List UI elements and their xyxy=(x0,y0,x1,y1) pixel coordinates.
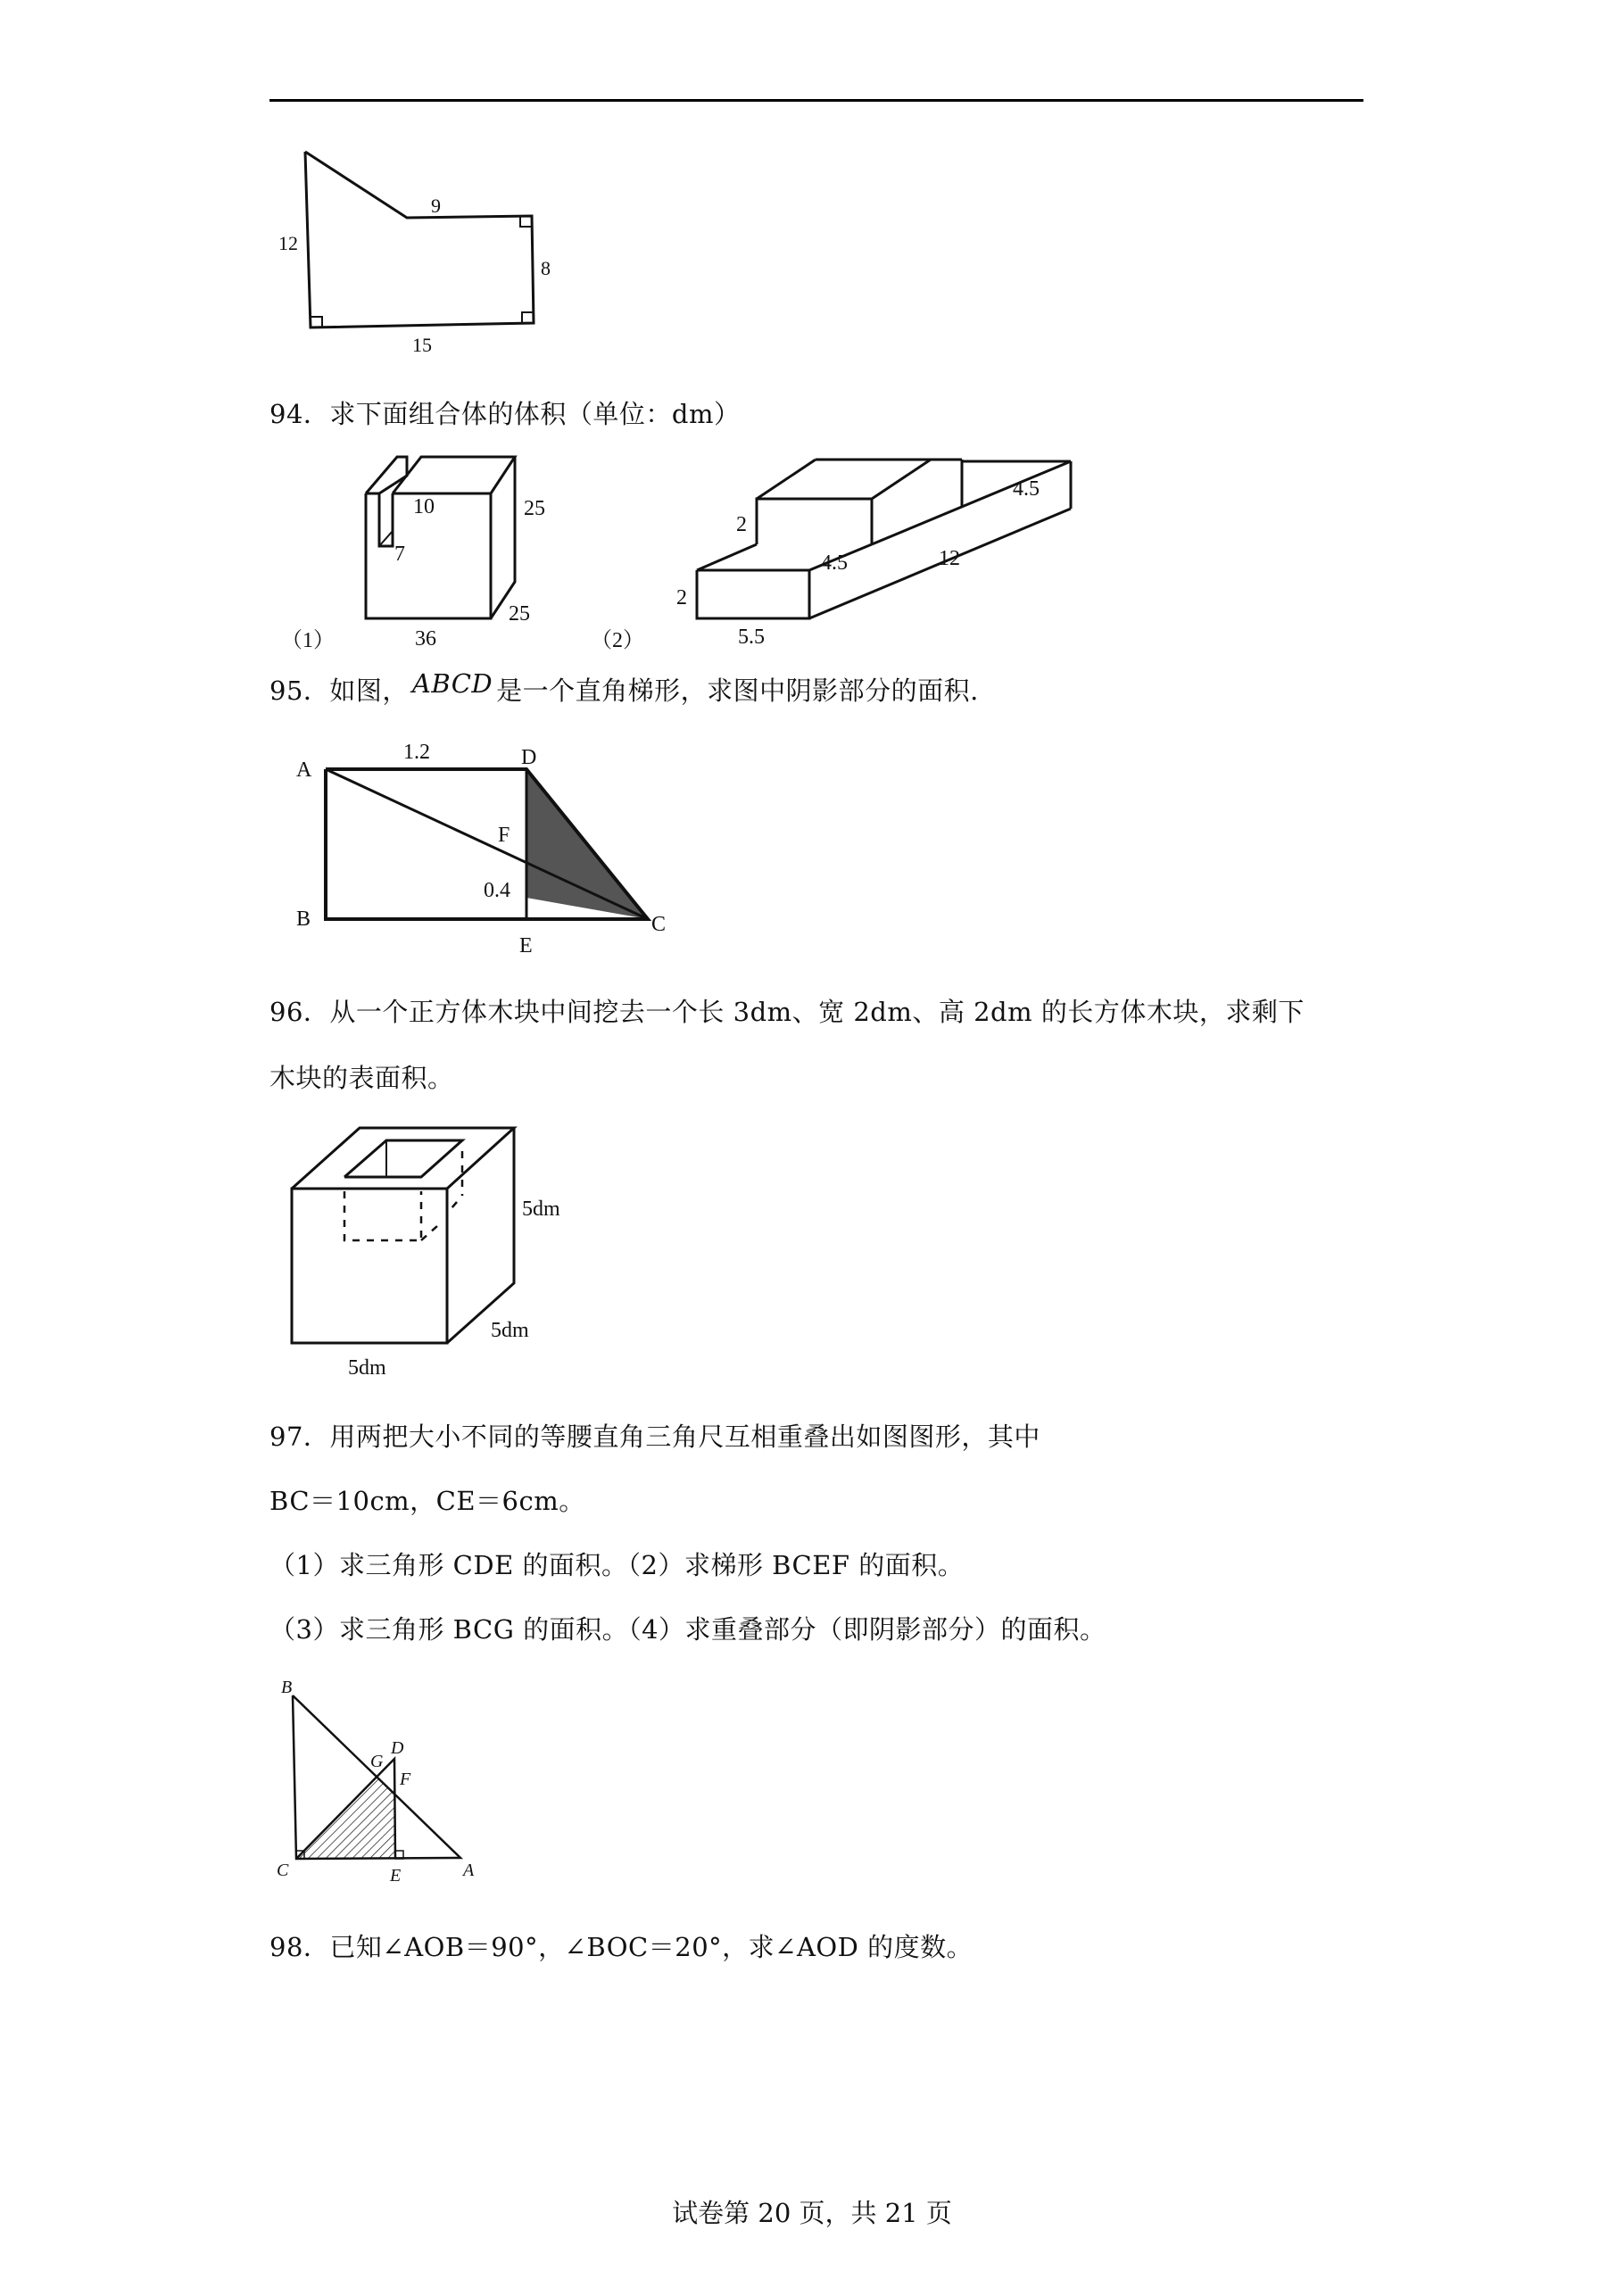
question-number: 94． xyxy=(269,399,330,429)
point-A: A xyxy=(463,1861,475,1880)
point-C: C xyxy=(651,913,667,936)
label-depth: 25 xyxy=(509,602,530,626)
question-text: 求下面组合体的体积（单位：dm） xyxy=(329,399,741,429)
math-abcd: ABCD xyxy=(411,668,493,699)
point-D: D xyxy=(521,746,537,769)
page-footer: 试卷第 20 页，共 21 页 xyxy=(672,2198,952,2228)
figure-94-1 xyxy=(268,442,607,656)
label-9: 9 xyxy=(431,195,441,217)
label-12: 12 xyxy=(278,232,298,254)
point-B: B xyxy=(296,908,311,931)
point-E: E xyxy=(390,1866,402,1886)
figure-94-2 xyxy=(591,442,1098,656)
label-length: 12 xyxy=(939,547,960,570)
label-15: 15 xyxy=(412,334,432,356)
question-96-line1 xyxy=(269,996,1305,1028)
question-97-line4: （3）求三角形 BCG 的面积。（4）求重叠部分（即阴影部分）的面积。 xyxy=(269,1614,1106,1645)
figure-caption-2: （2） xyxy=(591,629,644,652)
label-8: 8 xyxy=(541,257,551,279)
point-G: G xyxy=(370,1752,384,1771)
point-F: F xyxy=(400,1770,411,1789)
figure-polygon-93 xyxy=(259,134,580,366)
question-text: 从一个正方体木块中间挖去一个长 3dm、宽 2dm、高 2dm 的长方体木块，求剩下 xyxy=(329,997,1305,1027)
question-text: 用两把大小不同的等腰直角三角尺互相重叠出如图图形，其中 xyxy=(329,1422,1040,1452)
header-rule xyxy=(269,99,1363,102)
question-96-line2: 木块的表面积。 xyxy=(269,1063,454,1093)
question-98 xyxy=(269,1931,973,1963)
point-F: F xyxy=(498,824,510,847)
point-A: A xyxy=(296,758,312,782)
label-width: 36 xyxy=(415,627,436,651)
question-text-pre: 如图， xyxy=(329,676,409,706)
label-notch-width: 7 xyxy=(394,543,405,566)
point-B: B xyxy=(281,1678,293,1697)
label-notch-height: 10 xyxy=(413,495,435,518)
label-base-height: 2 xyxy=(676,586,687,609)
question-number: 97． xyxy=(269,1422,330,1452)
label-fe: 0.4 xyxy=(484,879,510,902)
question-97-line1 xyxy=(269,1421,1040,1453)
label-base-mid: 4.5 xyxy=(821,551,848,575)
question-text-post: 是一个直角梯形，求图中阴影部分的面积. xyxy=(496,676,979,706)
question-94 xyxy=(269,398,740,430)
question-text: 已知∠AOB＝90°，∠BOC＝20°，求∠AOD 的度数。 xyxy=(329,1932,974,1962)
label-height: 25 xyxy=(524,497,545,520)
question-95 xyxy=(269,668,979,707)
figure-96-cube xyxy=(268,1115,625,1392)
figure-95-trapezoid xyxy=(286,732,696,955)
figure-caption-1: （1） xyxy=(281,629,335,652)
point-C: C xyxy=(277,1861,289,1880)
label-width: 5dm xyxy=(348,1356,386,1380)
question-97-line3: （1）求三角形 CDE 的面积。（2）求梯形 BCEF 的面积。 xyxy=(269,1550,965,1580)
label-depth: 5dm xyxy=(491,1319,529,1342)
point-E: E xyxy=(519,934,533,957)
label-height: 5dm xyxy=(522,1198,560,1221)
label-width: 5.5 xyxy=(738,626,765,649)
question-number: 96． xyxy=(269,997,330,1027)
label-top-height: 2 xyxy=(736,513,747,536)
point-D: D xyxy=(391,1738,404,1758)
question-97-line2: BC＝10cm，CE＝6cm。 xyxy=(269,1486,585,1516)
question-number: 98． xyxy=(269,1932,330,1962)
figure-97-triangles xyxy=(259,1678,526,1901)
label-ad: 1.2 xyxy=(403,741,430,764)
label-top-depth: 4.5 xyxy=(1013,477,1040,501)
question-number: 95． xyxy=(269,676,330,706)
